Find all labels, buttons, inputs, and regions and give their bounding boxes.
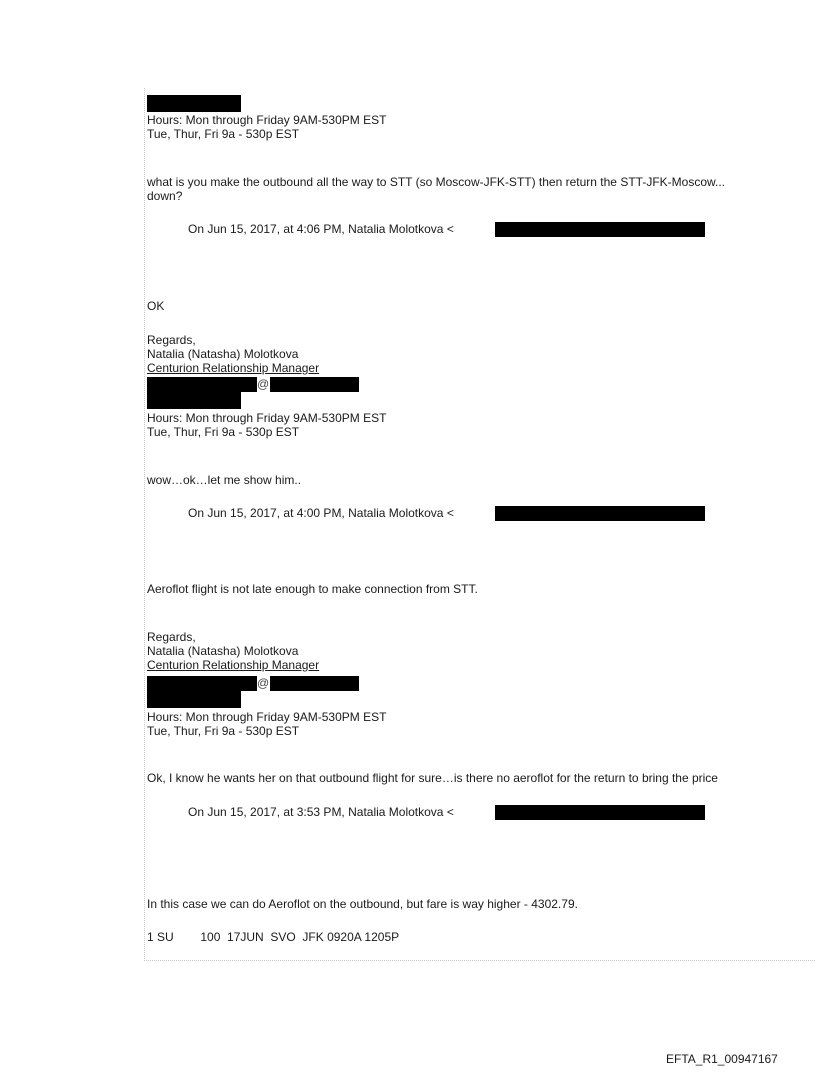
message-body: Aeroflot flight is not late enough to make connection from STT. [147, 582, 478, 596]
redaction-bar [270, 377, 359, 392]
bates-number: EFTA_R1_00947167 [666, 1052, 778, 1066]
hours-line: Hours: Mon through Friday 9AM-530PM EST [147, 411, 387, 425]
redaction-bar [147, 392, 241, 409]
quoted-header-prefix: On Jun 15, 2017, at 4:06 PM, Natalia Molotkova < [188, 222, 454, 236]
hours-days-line: Tue, Thur, Fri 9a - 530p EST [147, 724, 300, 738]
hours-line: Hours: Mon through Friday 9AM-530PM EST [147, 113, 387, 127]
email-redaction [495, 222, 705, 237]
flight-itinerary-line: 1 SU 100 17JUN SVO JFK 0920A 1205P [147, 930, 400, 944]
message-body: OK [147, 299, 165, 313]
at-symbol: @ [257, 676, 270, 690]
signature-name: Natalia (Natasha) Molotkova [147, 347, 299, 361]
hours-days-line: Tue, Thur, Fri 9a - 530p EST [147, 425, 300, 439]
signature-title: Centurion Relationship Manager [147, 361, 320, 375]
redaction-bar [270, 676, 359, 691]
message-body-continued: down? [147, 189, 183, 203]
email-redaction [495, 805, 705, 820]
at-symbol: @ [257, 377, 270, 391]
hours-line: Hours: Mon through Friday 9AM-530PM EST [147, 710, 387, 724]
redaction-bar [147, 95, 241, 112]
signature-regards: Regards, [147, 333, 196, 347]
redaction-bar [147, 691, 241, 708]
quoted-header-prefix: On Jun 15, 2017, at 4:00 PM, Natalia Molotkova < [188, 506, 454, 520]
message-body: what is you make the outbound all the way to STT (so Moscow-JFK-STT) then return the STT-JFK-Moscow... [147, 175, 725, 189]
signature-title: Centurion Relationship Manager [147, 658, 320, 672]
email-thread-frame [144, 88, 816, 961]
redaction-bar [147, 676, 257, 691]
redaction-bar [147, 377, 257, 392]
message-body: In this case we can do Aeroflot on the outbound, but fare is way higher - 4302.79. [147, 897, 578, 911]
signature-name: Natalia (Natasha) Molotkova [147, 644, 299, 658]
hours-days-line: Tue, Thur, Fri 9a - 530p EST [147, 127, 300, 141]
message-body: wow…ok…let me show him.. [147, 473, 302, 487]
email-redaction [495, 506, 705, 521]
quoted-header-prefix: On Jun 15, 2017, at 3:53 PM, Natalia Molotkova < [188, 805, 454, 819]
message-body: Ok, I know he wants her on that outbound flight for sure…is there no aeroflot for the return to bring the price [147, 771, 718, 785]
signature-regards: Regards, [147, 630, 196, 644]
